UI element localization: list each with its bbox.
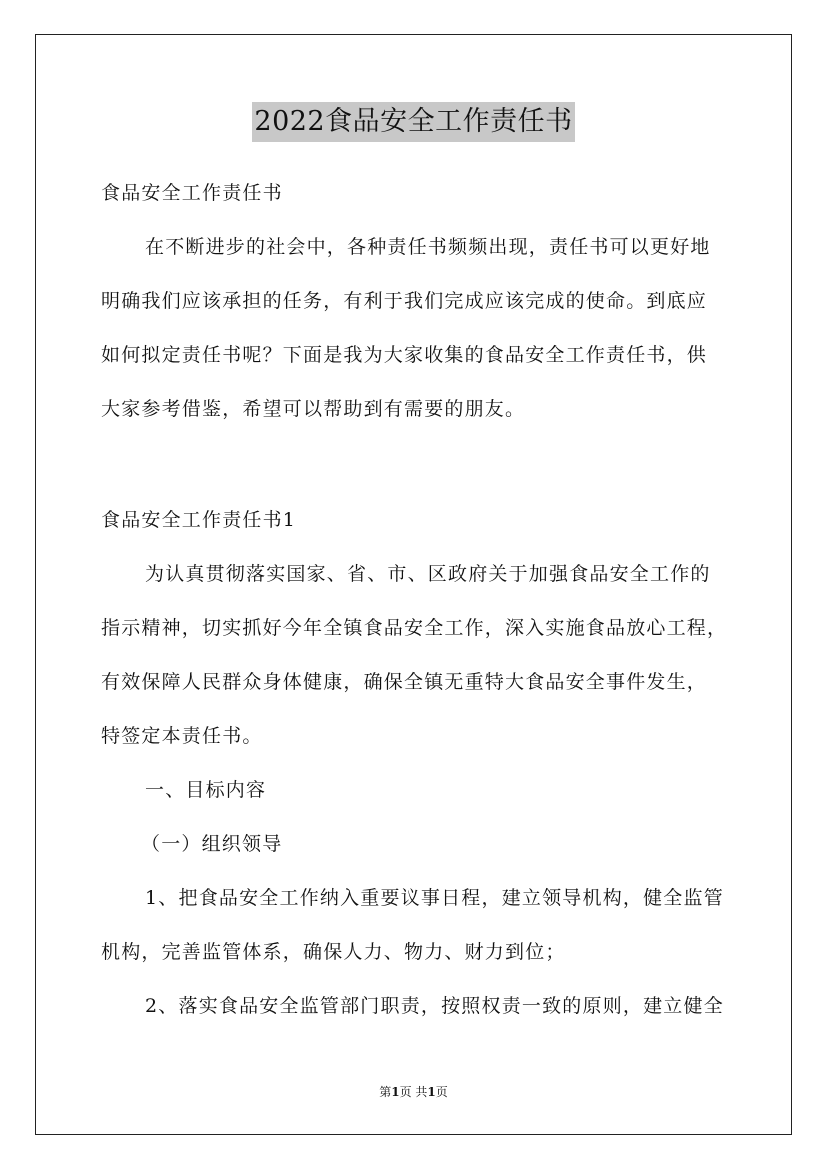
body-line: 为认真贯彻落实国家、省、市、区政府关于加强食品安全工作的	[145, 563, 711, 585]
item-line: 机构，完善监管体系，确保人力、物力、财力到位；	[101, 941, 566, 963]
footer-page-number: 1	[391, 1085, 400, 1099]
item-line: 2、落实食品安全监管部门职责，按照权责一致的原则，建立健全	[145, 995, 724, 1017]
page-footer	[0, 1083, 827, 1101]
subtitle: 食品安全工作责任书	[101, 182, 283, 204]
intro-line: 明确我们应该承担的任务，有利于我们完成应该完成的使命。到底应	[101, 290, 708, 312]
intro-line: 大家参考借鉴，希望可以帮助到有需要的朋友。	[101, 398, 526, 420]
heading-organization: （一）组织领导	[141, 833, 283, 855]
item-line: 1、把食品安全工作纳入重要议事日程，建立领导机构，健全监管	[145, 887, 724, 909]
section-heading: 食品安全工作责任书1	[101, 509, 297, 531]
body-line: 有效保障人民群众身体健康，确保全镇无重特大食品安全事件发生，	[101, 671, 708, 693]
title-container	[0, 102, 827, 142]
footer-prefix: 第	[379, 1085, 392, 1099]
intro-line: 在不断进步的社会中，各种责任书频频出现，责任书可以更好地	[145, 236, 711, 258]
footer-mid: 页 共	[399, 1085, 428, 1099]
intro-line: 如何拟定责任书呢？下面是我为大家收集的食品安全工作责任书，供	[101, 344, 708, 366]
heading-goals: 一、目标内容	[145, 779, 267, 801]
body-line: 指示精神，切实抓好今年全镇食品安全工作，深入实施食品放心工程，	[101, 617, 728, 639]
footer-total-pages: 1	[427, 1085, 436, 1099]
footer-suffix: 页	[435, 1085, 448, 1099]
document-title: 2022食品安全工作责任书	[252, 102, 574, 142]
body-line: 特签定本责任书。	[101, 725, 263, 747]
document-body	[101, 174, 731, 1041]
paragraph-gap	[101, 444, 731, 501]
